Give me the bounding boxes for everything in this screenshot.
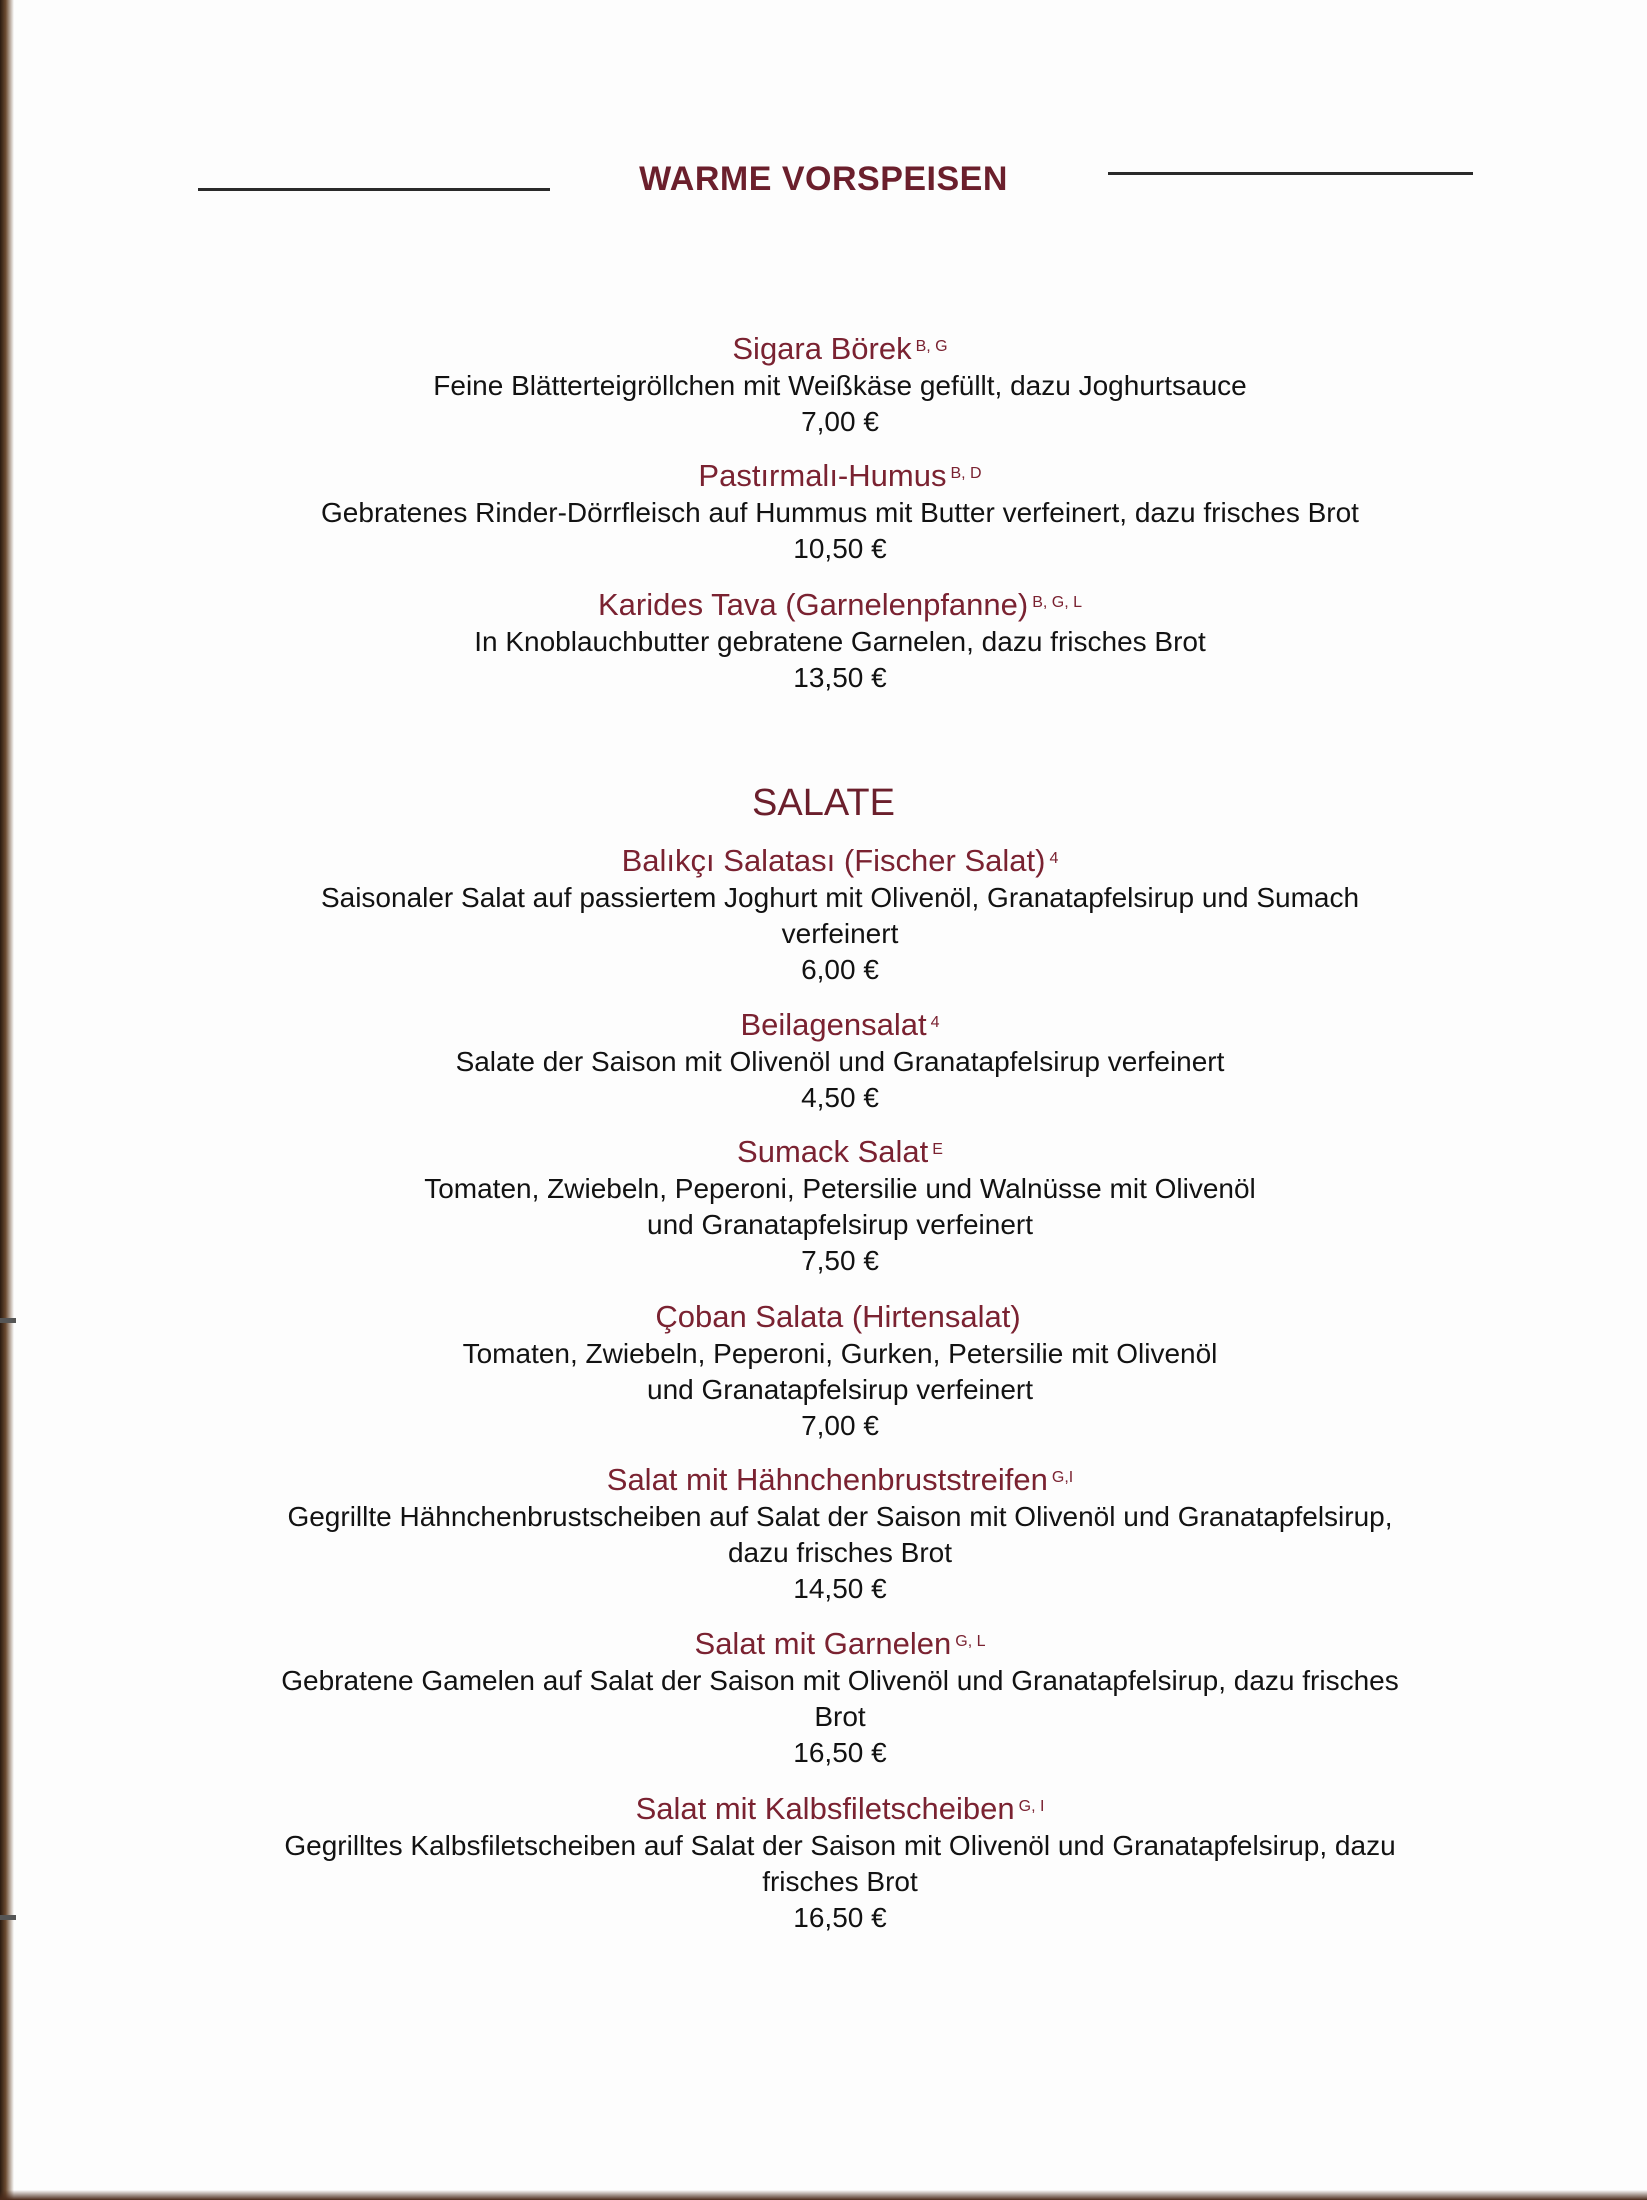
allergen-codes: B, D bbox=[950, 465, 982, 482]
item-name: Beilagensalat $^4$ bbox=[740, 1007, 940, 1042]
item-description: Saisonaler Salat auf passiertem Joghurt mit Olivenöl, Granatapfelsirup und Sumach bbox=[320, 882, 1360, 913]
item-description: Gegrillte Hähnchenbrustscheiben auf Salat der Saison mit Olivenöl und Granatapfelsirup, bbox=[287, 1501, 1393, 1532]
item-price: 7,50 € bbox=[801, 1245, 879, 1276]
item-description: Feine Blätterteigröllchen mit Weißkäse gefüllt, dazu Joghurtsauce bbox=[433, 370, 1247, 401]
section-title-salate: SALATE bbox=[752, 782, 895, 824]
item-name: Sigara Börek $^{B, G}$ bbox=[732, 331, 948, 366]
item-price: 16,50 € bbox=[793, 1737, 887, 1768]
menu-item bbox=[200, 586, 1480, 696]
item-description: und Granatapfelsirup verfeinert bbox=[647, 1209, 1033, 1240]
item-description: Gebratene Gamelen auf Salat der Saison mit Olivenöl und Granatapfelsirup, dazu frisches bbox=[281, 1665, 1399, 1696]
item-price: 7,00 € bbox=[801, 1410, 879, 1441]
item-description: dazu frisches Brot bbox=[727, 1537, 953, 1568]
allergen-codes: B, G bbox=[915, 338, 948, 355]
item-description: Gegrilltes Kalbsfiletscheiben auf Salat der Saison mit Olivenöl und Granatapfelsirup, dazu bbox=[284, 1830, 1396, 1861]
allergen-codes: 4 bbox=[930, 1014, 940, 1031]
item-description: Tomaten, Zwiebeln, Peperoni, Petersilie und Walnüsse mit Olivenöl bbox=[424, 1173, 1256, 1204]
allergen-codes: B, G, L bbox=[1032, 594, 1083, 611]
menu-item bbox=[200, 1006, 1480, 1116]
menu-item bbox=[200, 457, 1480, 567]
item-price: 14,50 € bbox=[793, 1573, 887, 1604]
item-name: Çoban Salata (Hirtensalat) bbox=[655, 1299, 1021, 1334]
menu-item bbox=[200, 1625, 1480, 1771]
item-name: Salat mit Kalbsfiletscheiben $^{G, I}$ bbox=[635, 1791, 1045, 1826]
menu-item bbox=[200, 1298, 1480, 1444]
item-name: Salat mit Hähnchenbruststreifen $^{G,I}$ bbox=[606, 1462, 1074, 1497]
menu-item bbox=[200, 1133, 1480, 1279]
item-name: Pastırmalı-Humus $^{B, D}$ bbox=[698, 458, 982, 493]
menu-item bbox=[200, 1790, 1480, 1936]
allergen-codes: G, L bbox=[955, 1633, 986, 1650]
allergen-codes: 4 bbox=[1049, 850, 1059, 867]
item-price: 6,00 € bbox=[801, 954, 879, 985]
item-description: Gebratenes Rinder-Dörrfleisch auf Hummus mit Butter verfeinert, dazu frisches Brot bbox=[321, 497, 1359, 528]
item-name: Karides Tava (Garnelenpfanne) $^{B, G, L}$ bbox=[597, 587, 1083, 622]
item-price: 4,50 € bbox=[801, 1082, 879, 1113]
item-description: In Knoblauchbutter gebratene Garnelen, dazu frisches Brot bbox=[474, 626, 1206, 657]
page-edge-shadow bbox=[0, 0, 14, 2200]
item-description: verfeinert bbox=[781, 918, 899, 949]
allergen-codes: G, I bbox=[1018, 1798, 1045, 1815]
menu-item bbox=[200, 330, 1480, 440]
item-description: Salate der Saison mit Olivenöl und Granatapfelsirup verfeinert bbox=[455, 1046, 1225, 1077]
edge-mark bbox=[0, 1318, 16, 1323]
item-description: Brot bbox=[814, 1701, 866, 1732]
page-bottom-shadow bbox=[0, 2190, 1647, 2200]
item-price: 10,50 € bbox=[793, 533, 887, 564]
allergen-codes: E bbox=[932, 1141, 943, 1158]
item-description: Tomaten, Zwiebeln, Peperoni, Gurken, Petersilie mit Olivenöl bbox=[462, 1338, 1218, 1369]
item-description: und Granatapfelsirup verfeinert bbox=[647, 1374, 1033, 1405]
item-name: Sumack Salat $^E$ bbox=[737, 1134, 943, 1169]
item-description: frisches Brot bbox=[762, 1866, 918, 1897]
section-title-warme-vorspeisen: WARME VORSPEISEN bbox=[639, 160, 1008, 198]
item-price: 13,50 € bbox=[793, 662, 887, 693]
menu-item bbox=[200, 842, 1480, 988]
item-price: 16,50 € bbox=[793, 1902, 887, 1933]
menu-item bbox=[200, 1461, 1480, 1607]
item-name: Salat mit Garnelen $^{G, L}$ bbox=[694, 1626, 986, 1661]
item-name: Balıkçı Salatası (Fischer Salat) $^4$ bbox=[621, 843, 1059, 878]
edge-mark bbox=[0, 1915, 16, 1920]
item-price: 7,00 € bbox=[801, 406, 879, 437]
allergen-codes: G,I bbox=[1051, 1469, 1074, 1486]
